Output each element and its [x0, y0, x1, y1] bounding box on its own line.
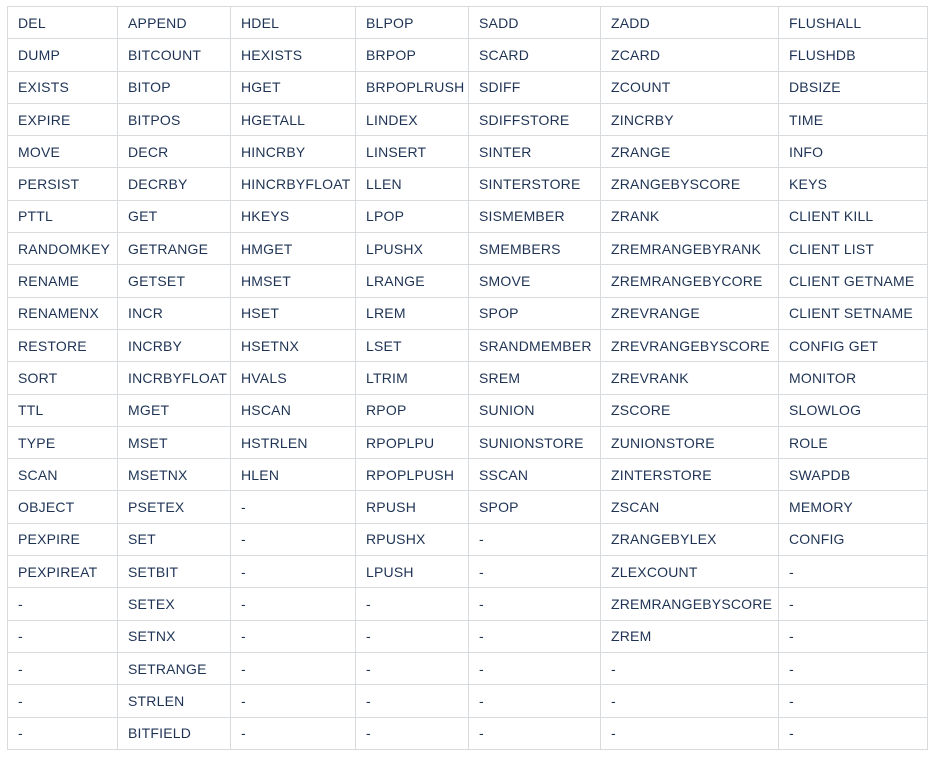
command-cell: EXPIRE [8, 103, 118, 135]
empty-cell: - [8, 717, 118, 749]
empty-cell: - [469, 556, 601, 588]
table-row [8, 168, 928, 200]
command-cell: SORT [8, 362, 118, 394]
empty-cell: - [231, 491, 356, 523]
command-cell: PTTL [8, 200, 118, 232]
command-cell: ROLE [779, 426, 928, 458]
command-cell: ZRANGEBYLEX [601, 523, 779, 555]
command-cell: RENAME [8, 265, 118, 297]
command-cell: HSTRLEN [231, 426, 356, 458]
command-cell: SSCAN [469, 459, 601, 491]
command-cell: ZREMRANGEBYRANK [601, 233, 779, 265]
command-cell: ZSCORE [601, 394, 779, 426]
table-row [8, 136, 928, 168]
command-cell: GETSET [118, 265, 231, 297]
command-cell: LLEN [356, 168, 469, 200]
command-cell: SPOP [469, 297, 601, 329]
empty-cell: - [779, 717, 928, 749]
command-cell: LSET [356, 329, 469, 361]
empty-cell: - [469, 685, 601, 717]
command-cell: HSET [231, 297, 356, 329]
command-cell: EXISTS [8, 71, 118, 103]
commands-table-container [7, 6, 927, 750]
command-cell: TYPE [8, 426, 118, 458]
command-cell: HLEN [231, 459, 356, 491]
command-cell: TIME [779, 103, 928, 135]
empty-cell: - [8, 652, 118, 684]
command-cell: SETBIT [118, 556, 231, 588]
command-cell: DECR [118, 136, 231, 168]
table-row [8, 265, 928, 297]
command-cell: BITCOUNT [118, 39, 231, 71]
empty-cell: - [779, 556, 928, 588]
table-row [8, 7, 928, 39]
empty-cell: - [469, 523, 601, 555]
command-cell: MEMORY [779, 491, 928, 523]
empty-cell: - [469, 652, 601, 684]
empty-cell: - [601, 685, 779, 717]
table-row [8, 620, 928, 652]
command-cell: ZADD [601, 7, 779, 39]
command-cell: BRPOP [356, 39, 469, 71]
command-cell: SLOWLOG [779, 394, 928, 426]
command-cell: SDIFF [469, 71, 601, 103]
command-cell: PERSIST [8, 168, 118, 200]
command-cell: SETRANGE [118, 652, 231, 684]
command-cell: SRANDMEMBER [469, 329, 601, 361]
command-cell: OBJECT [8, 491, 118, 523]
empty-cell: - [231, 556, 356, 588]
table-row [8, 233, 928, 265]
command-cell: BRPOPLRUSH [356, 71, 469, 103]
command-cell: DECRBY [118, 168, 231, 200]
command-cell: ZRANGE [601, 136, 779, 168]
empty-cell: - [8, 685, 118, 717]
command-cell: MOVE [8, 136, 118, 168]
command-cell: RPUSHX [356, 523, 469, 555]
command-cell: ZCOUNT [601, 71, 779, 103]
command-cell: SISMEMBER [469, 200, 601, 232]
command-cell: SCARD [469, 39, 601, 71]
command-cell: FLUSHALL [779, 7, 928, 39]
command-cell: LRANGE [356, 265, 469, 297]
empty-cell: - [231, 620, 356, 652]
command-cell: PSETEX [118, 491, 231, 523]
command-cell: MGET [118, 394, 231, 426]
command-cell: SETEX [118, 588, 231, 620]
command-cell: ZLEXCOUNT [601, 556, 779, 588]
command-cell: RPOPLPUSH [356, 459, 469, 491]
empty-cell: - [779, 620, 928, 652]
command-cell: ZRANGEBYSCORE [601, 168, 779, 200]
command-cell: GET [118, 200, 231, 232]
empty-cell: - [231, 717, 356, 749]
empty-cell: - [601, 652, 779, 684]
empty-cell: - [469, 620, 601, 652]
command-cell: FLUSHDB [779, 39, 928, 71]
table-row [8, 103, 928, 135]
command-cell: GETRANGE [118, 233, 231, 265]
table-row [8, 685, 928, 717]
empty-cell: - [8, 620, 118, 652]
empty-cell: - [356, 717, 469, 749]
command-cell: LTRIM [356, 362, 469, 394]
command-cell: ZREVRANGE [601, 297, 779, 329]
empty-cell: - [779, 588, 928, 620]
command-cell: PEXPIRE [8, 523, 118, 555]
command-cell: ZCARD [601, 39, 779, 71]
command-cell: ZRANK [601, 200, 779, 232]
command-cell: BITOP [118, 71, 231, 103]
command-cell: ZREMRANGEBYSCORE [601, 588, 779, 620]
command-cell: SUNION [469, 394, 601, 426]
command-cell: LREM [356, 297, 469, 329]
command-cell: APPEND [118, 7, 231, 39]
command-cell: RPOP [356, 394, 469, 426]
command-cell: ZREM [601, 620, 779, 652]
table-row [8, 426, 928, 458]
table-row [8, 459, 928, 491]
command-cell: SET [118, 523, 231, 555]
command-cell: HEXISTS [231, 39, 356, 71]
command-cell: KEYS [779, 168, 928, 200]
table-row [8, 652, 928, 684]
empty-cell: - [231, 652, 356, 684]
command-cell: LINSERT [356, 136, 469, 168]
command-cell: DEL [8, 7, 118, 39]
command-cell: SMEMBERS [469, 233, 601, 265]
empty-cell: - [8, 588, 118, 620]
command-cell: MSET [118, 426, 231, 458]
command-cell: HGETALL [231, 103, 356, 135]
command-cell: ZREMRANGEBYCORE [601, 265, 779, 297]
table-row [8, 394, 928, 426]
command-cell: SMOVE [469, 265, 601, 297]
command-cell: MSETNX [118, 459, 231, 491]
command-cell: HSETNX [231, 329, 356, 361]
command-cell: HMGET [231, 233, 356, 265]
empty-cell: - [231, 523, 356, 555]
command-cell: SETNX [118, 620, 231, 652]
command-cell: MONITOR [779, 362, 928, 394]
command-cell: CLIENT KILL [779, 200, 928, 232]
command-cell: HSCAN [231, 394, 356, 426]
command-cell: BITPOS [118, 103, 231, 135]
command-cell: SCAN [8, 459, 118, 491]
command-cell: RPUSH [356, 491, 469, 523]
command-cell: RANDOMKEY [8, 233, 118, 265]
empty-cell: - [469, 717, 601, 749]
command-cell: HMSET [231, 265, 356, 297]
empty-cell: - [779, 685, 928, 717]
command-cell: ZREVRANGEBYSCORE [601, 329, 779, 361]
command-cell: DUMP [8, 39, 118, 71]
command-cell: ZREVRANK [601, 362, 779, 394]
table-row [8, 297, 928, 329]
table-row [8, 556, 928, 588]
table-row [8, 491, 928, 523]
empty-cell: - [356, 685, 469, 717]
command-cell: LPUSHX [356, 233, 469, 265]
command-cell: HVALS [231, 362, 356, 394]
command-cell: LPUSH [356, 556, 469, 588]
command-cell: HINCRBY [231, 136, 356, 168]
command-cell: BLPOP [356, 7, 469, 39]
command-cell: BITFIELD [118, 717, 231, 749]
command-cell: INCRBY [118, 329, 231, 361]
command-cell: HKEYS [231, 200, 356, 232]
command-cell: INCRBYFLOAT [118, 362, 231, 394]
command-cell: TTL [8, 394, 118, 426]
command-cell: SADD [469, 7, 601, 39]
command-cell: ZINCRBY [601, 103, 779, 135]
command-cell: PEXPIREAT [8, 556, 118, 588]
command-cell: CLIENT GETNAME [779, 265, 928, 297]
command-cell: HDEL [231, 7, 356, 39]
table-row [8, 717, 928, 749]
command-cell: SUNIONSTORE [469, 426, 601, 458]
command-cell: ZINTERSTORE [601, 459, 779, 491]
commands-table-body [8, 7, 928, 750]
command-cell: ZUNIONSTORE [601, 426, 779, 458]
empty-cell: - [356, 652, 469, 684]
empty-cell: - [779, 652, 928, 684]
command-cell: INFO [779, 136, 928, 168]
command-cell: SINTER [469, 136, 601, 168]
command-cell: SPOP [469, 491, 601, 523]
command-cell: LINDEX [356, 103, 469, 135]
empty-cell: - [601, 717, 779, 749]
table-row [8, 200, 928, 232]
redis-commands-table [7, 6, 928, 750]
table-row [8, 523, 928, 555]
command-cell: RESTORE [8, 329, 118, 361]
command-cell: CLIENT LIST [779, 233, 928, 265]
empty-cell: - [356, 620, 469, 652]
table-row [8, 71, 928, 103]
empty-cell: - [231, 588, 356, 620]
table-row [8, 362, 928, 394]
empty-cell: - [231, 685, 356, 717]
command-cell: INCR [118, 297, 231, 329]
empty-cell: - [469, 588, 601, 620]
command-cell: ZSCAN [601, 491, 779, 523]
empty-cell: - [356, 588, 469, 620]
command-cell: STRLEN [118, 685, 231, 717]
table-row [8, 39, 928, 71]
command-cell: CONFIG [779, 523, 928, 555]
command-cell: CONFIG GET [779, 329, 928, 361]
command-cell: HGET [231, 71, 356, 103]
command-cell: CLIENT SETNAME [779, 297, 928, 329]
table-row [8, 329, 928, 361]
command-cell: SINTERSTORE [469, 168, 601, 200]
command-cell: SREM [469, 362, 601, 394]
command-cell: HINCRBYFLOAT [231, 168, 356, 200]
command-cell: RENAMENX [8, 297, 118, 329]
command-cell: LPOP [356, 200, 469, 232]
command-cell: SWAPDB [779, 459, 928, 491]
command-cell: DBSIZE [779, 71, 928, 103]
command-cell: SDIFFSTORE [469, 103, 601, 135]
command-cell: RPOPLPU [356, 426, 469, 458]
table-row [8, 588, 928, 620]
